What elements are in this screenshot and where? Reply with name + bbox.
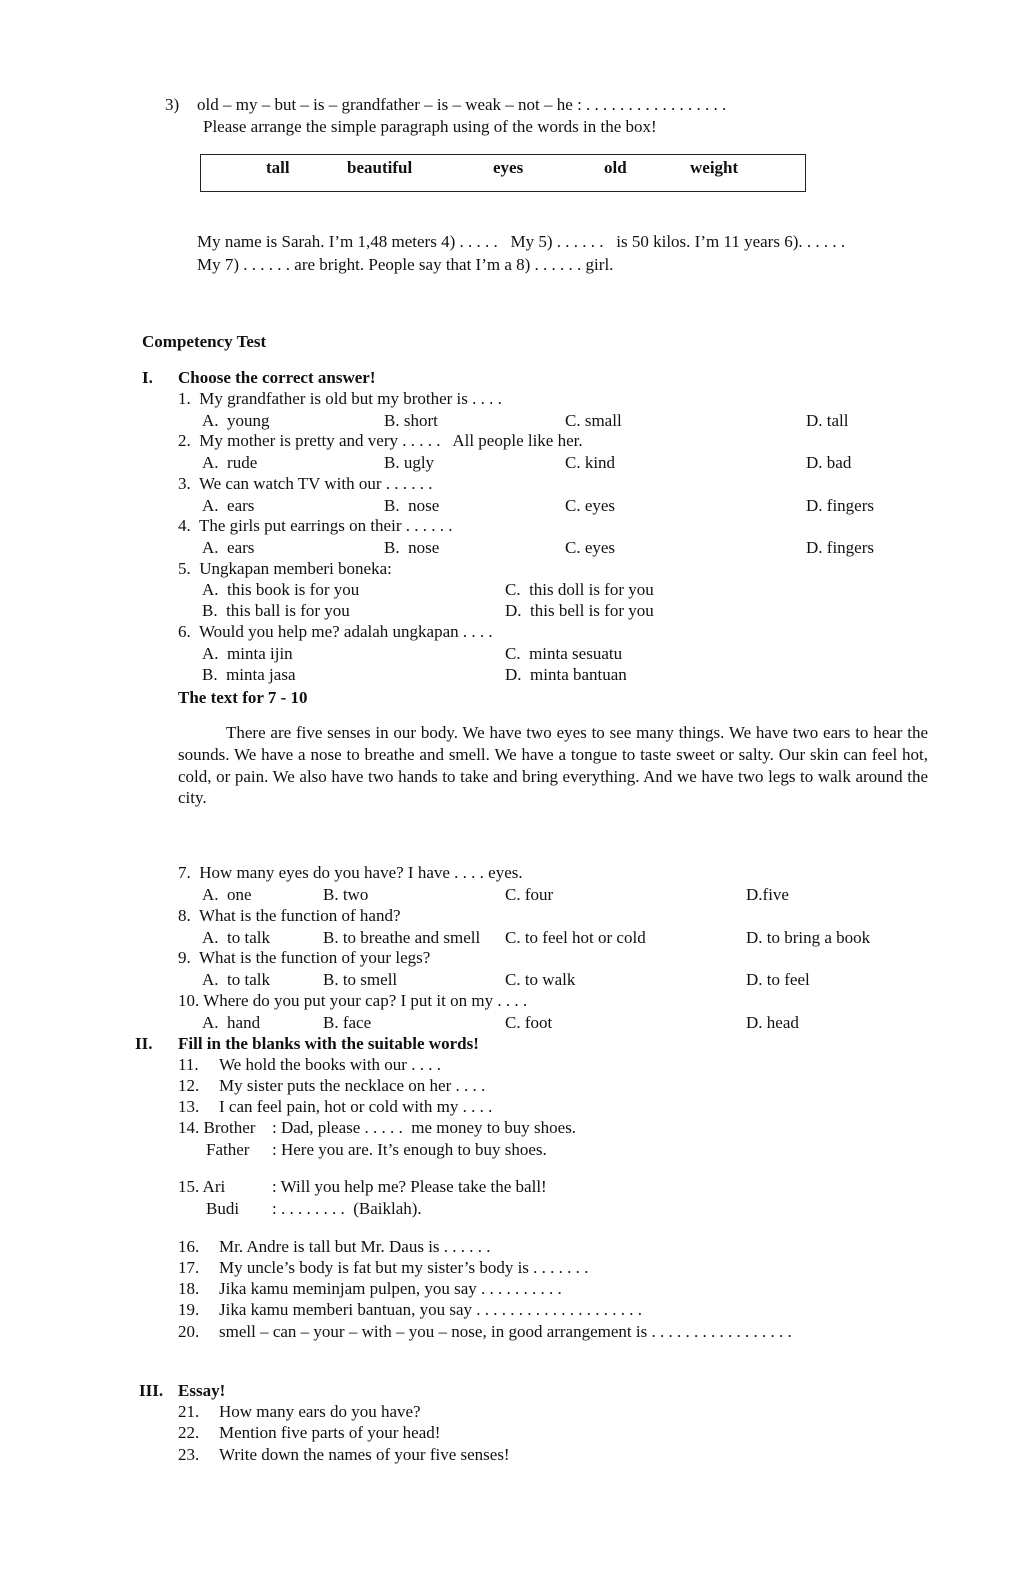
question: 8. What is the function of hand? — [178, 906, 401, 925]
item-number: 21. — [178, 1402, 200, 1421]
option: B. this ball is for you — [202, 601, 350, 620]
item-number: 20. — [178, 1322, 200, 1341]
option: D. this bell is for you — [505, 601, 654, 620]
item-number: 23. — [178, 1445, 200, 1464]
option: D. head — [746, 1013, 799, 1032]
arrange-instruction: Please arrange the simple paragraph using of the words in the box! — [203, 117, 657, 136]
option: D. tall — [806, 411, 849, 430]
option: D. to bring a book — [746, 928, 871, 947]
dialog-line: : Dad, please . . . . . me money to buy shoes. — [272, 1118, 577, 1137]
option: C. four — [505, 885, 554, 904]
option: B. to smell — [323, 970, 398, 989]
option: B. nose — [384, 496, 440, 515]
item-text: Jika kamu meminjam pulpen, you say . . . . . . . . . . — [219, 1279, 562, 1298]
item-text: How many ears do you have? — [219, 1402, 421, 1421]
option: B. to breathe and smell — [323, 928, 481, 947]
option: D. minta bantuan — [505, 665, 627, 684]
item-text: Mention five parts of your head! — [219, 1423, 441, 1442]
item-text: My sister puts the necklace on her . . . . — [219, 1076, 486, 1095]
option: A. this book is for you — [202, 580, 360, 599]
option: A. minta ijin — [202, 644, 293, 663]
section-title: Essay! — [178, 1381, 226, 1400]
option: A. to talk — [202, 928, 270, 947]
option: C. eyes — [565, 538, 616, 557]
section-number: I. — [142, 368, 153, 387]
option: D. to feel — [746, 970, 810, 989]
option: D. fingers — [806, 538, 874, 557]
section-number: II. — [135, 1034, 153, 1053]
option: B. ugly — [384, 453, 435, 472]
option: B. nose — [384, 538, 440, 557]
item-text: smell – can – your – with – you – nose, in good arrangement is . . . . . . . . . . . . . . . . . — [219, 1322, 792, 1341]
item-number: 16. — [178, 1237, 200, 1256]
option: D. fingers — [806, 496, 874, 515]
question: 5. Ungkapan memberi boneka: — [178, 559, 392, 578]
item-number: 22. — [178, 1423, 200, 1442]
item-text: Jika kamu memberi bantuan, you say . . . . . . . . . . . . . . . . . . . . — [219, 1300, 643, 1319]
item-number: 12. — [178, 1076, 200, 1095]
option: C. to feel hot or cold — [505, 928, 646, 947]
question: 6. Would you help me? adalah ungkapan . . . . — [178, 622, 493, 641]
reading-passage: There are five senses in our body. We have two eyes to see many things. We have two ears to hear the sounds. We have a nose to breathe and smell. We have a tongue to taste sweet or salty. Our skin can feel hot, cold, or pain. We also have two hands to take and bring everything. And we have two legs to walk around the city. — [178, 723, 928, 808]
option: B. face — [323, 1013, 372, 1032]
item-number: 19. — [178, 1300, 200, 1319]
dialog-speaker: Father — [206, 1140, 250, 1159]
box-word: beautiful — [347, 158, 413, 177]
option: A. ears — [202, 538, 255, 557]
option: D.five — [746, 885, 789, 904]
dialog-line: : . . . . . . . . (Baiklah). — [272, 1199, 422, 1218]
page-title: Competency Test — [142, 332, 267, 351]
question: 7. How many eyes do you have? I have . . . . eyes. — [178, 863, 523, 882]
option: A. young — [202, 411, 270, 430]
option: B. two — [323, 885, 369, 904]
option: B. minta jasa — [202, 665, 296, 684]
item-text: We hold the books with our . . . . — [219, 1055, 441, 1074]
reading-heading: The text for 7 - 10 — [178, 688, 308, 707]
option: A. one — [202, 885, 252, 904]
dialog-speaker: 14. Brother — [178, 1118, 256, 1137]
section-number: III. — [139, 1381, 164, 1400]
item-number: 18. — [178, 1279, 200, 1298]
option: D. bad — [806, 453, 852, 472]
dialog-speaker: Budi — [206, 1199, 240, 1218]
paragraph-line: My name is Sarah. I’m 1,48 meters 4) . . . . . My 5) . . . . . . is 50 kilos. I’m 11 years 6). . . . . . — [197, 232, 846, 251]
question: 2. My mother is pretty and very . . . . . All people like her. — [178, 431, 583, 450]
box-word: eyes — [493, 158, 524, 177]
option: A. rude — [202, 453, 258, 472]
option: B. short — [384, 411, 438, 430]
box-word: weight — [690, 158, 739, 177]
box-word: old — [604, 158, 627, 177]
option: A. to talk — [202, 970, 270, 989]
option: C. minta sesuatu — [505, 644, 623, 663]
question: 10. Where do you put your cap? I put it on my . . . . — [178, 991, 528, 1010]
box-word: tall — [266, 158, 290, 177]
q3-scrambled-text: old – my – but – is – grandfather – is – weak – not – he : . . . . . . . . . . . . . . . . . — [197, 95, 727, 114]
q3-number: 3) — [165, 95, 180, 114]
dialog-line: : Here you are. It’s enough to buy shoes. — [272, 1140, 547, 1159]
option: A. hand — [202, 1013, 261, 1032]
paragraph-line: My 7) . . . . . . are bright. People say that I’m a 8) . . . . . . girl. — [197, 255, 614, 274]
option: C. kind — [565, 453, 616, 472]
option: C. to walk — [505, 970, 576, 989]
question: 9. What is the function of your legs? — [178, 948, 431, 967]
option: C. this doll is for you — [505, 580, 654, 599]
option: C. small — [565, 411, 622, 430]
option: C. eyes — [565, 496, 616, 515]
question: 4. The girls put earrings on their . . . . . . — [178, 516, 453, 535]
question: 3. We can watch TV with our . . . . . . — [178, 474, 433, 493]
item-number: 11. — [178, 1055, 199, 1074]
item-number: 13. — [178, 1097, 200, 1116]
item-text: Mr. Andre is tall but Mr. Daus is . . . . . . — [219, 1237, 491, 1256]
section-title: Fill in the blanks with the suitable words! — [178, 1034, 479, 1053]
section-title: Choose the correct answer! — [178, 368, 376, 387]
dialog-speaker: 15. Ari — [178, 1177, 226, 1196]
item-number: 17. — [178, 1258, 200, 1277]
item-text: I can feel pain, hot or cold with my . . . . — [219, 1097, 493, 1116]
question: 1. My grandfather is old but my brother is . . . . — [178, 389, 502, 408]
option: A. ears — [202, 496, 255, 515]
item-text: My uncle’s body is fat but my sister’s body is . . . . . . . — [219, 1258, 589, 1277]
item-text: Write down the names of your five senses! — [219, 1445, 510, 1464]
dialog-line: : Will you help me? Please take the ball! — [272, 1177, 547, 1196]
option: C. foot — [505, 1013, 553, 1032]
